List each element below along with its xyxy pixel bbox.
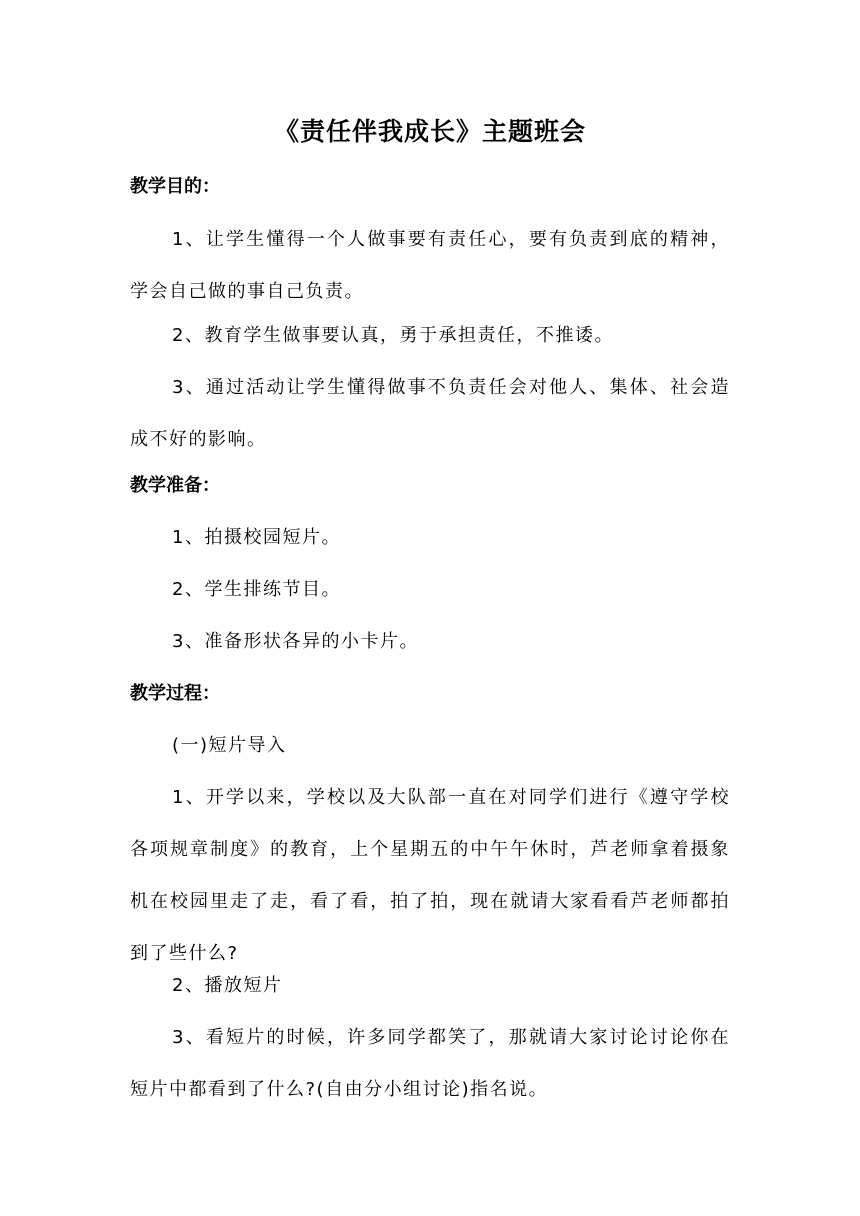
section-heading-goals: 教学目的： [130, 176, 220, 197]
preparation-item-2: 2、学生排练节目。 [172, 579, 341, 600]
goals-item-3: 3、通过活动让学生懂得做事不负责任会对他人、集体、社会造成不好的影响。 [130, 377, 730, 450]
process-item-4: 3、看短片的时候，许多同学都笑了，那就请大家讨论讨论你在短片中都看到了什么?(自由分小组讨论)指名说。 [130, 1027, 730, 1100]
section-heading-process: 教学过程： [130, 683, 220, 704]
goals-item-1: 1、让学生懂得一个人做事要有责任心，要有负责到底的精神，学会自己做的事自己负责。 [130, 229, 730, 302]
process-item-3: 2、播放短片 [172, 975, 283, 996]
goals-item-2: 2、教育学生做事要认真，勇于承担责任，不推诿。 [172, 325, 614, 346]
process-item-1: (一)短片导入 [172, 735, 287, 756]
process-item-2: 1、开学以来，学校以及大队部一直在对同学们进行《遵守学校各项规章制度》的教育，上个星期五的中午午休时，芦老师拿着摄象机在校园里走了走，看了看，拍了拍，现在就请大家看看芦老师都拍到了些什么? [130, 787, 730, 964]
section-heading-preparation: 教学准备： [130, 475, 220, 496]
preparation-item-1: 1、拍摄校园短片。 [172, 527, 341, 548]
preparation-item-3: 3、准备形状各异的小卡片。 [172, 631, 419, 652]
document-title: 《责任伴我成长》主题班会 [273, 117, 586, 146]
